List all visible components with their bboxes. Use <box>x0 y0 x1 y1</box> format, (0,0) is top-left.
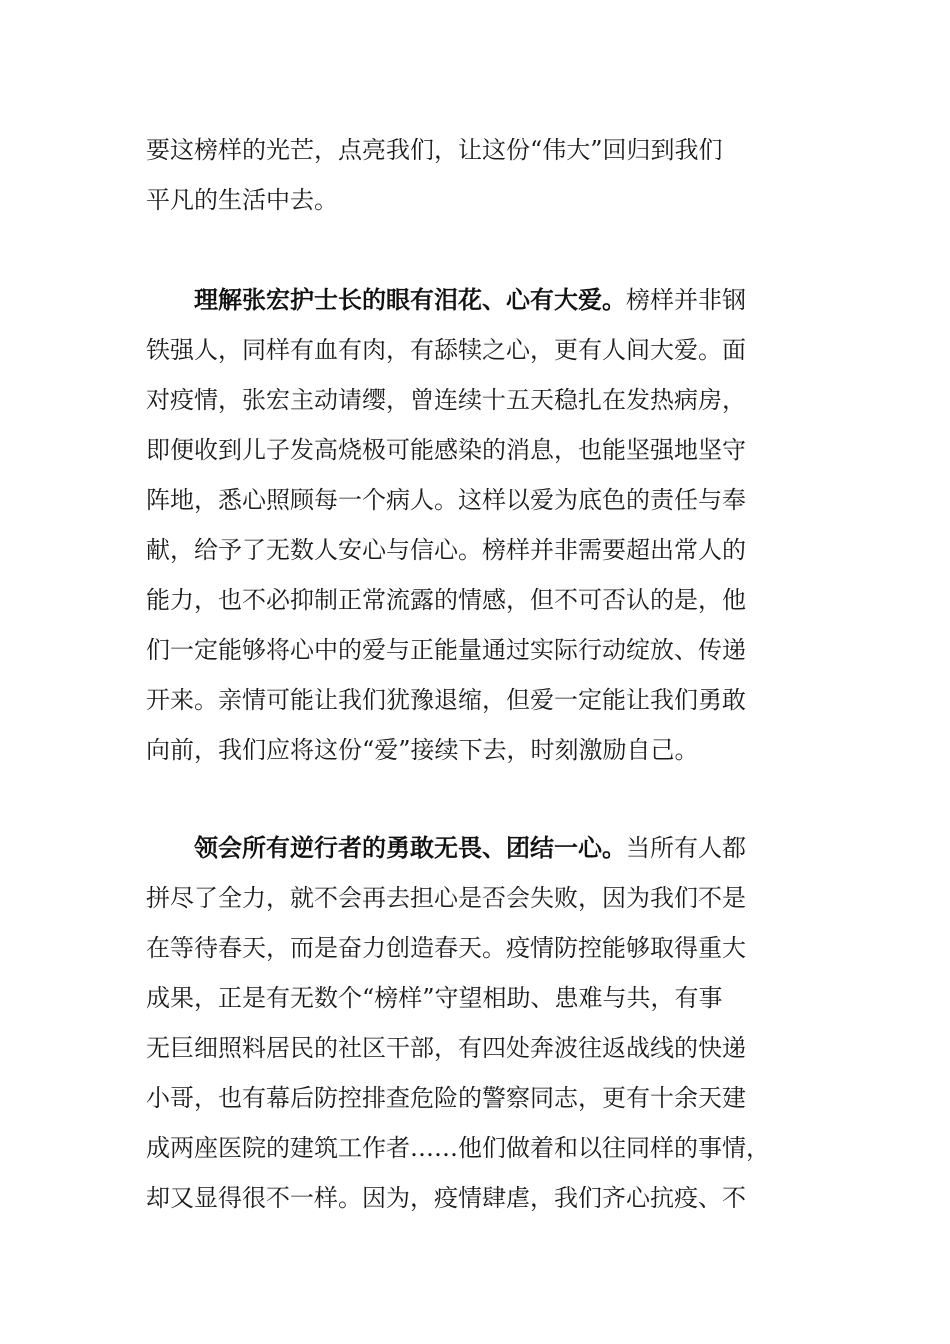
paragraph-line: 在等待春天，而是奋力创造春天。疫情防控能够取得重大 <box>146 934 746 962</box>
paragraph-heading: 理解张宏护士长的眼有泪花、心有大爱。 <box>194 285 626 314</box>
paragraph-heading: 领会所有逆行者的勇敢无畏、团结一心。 <box>194 833 626 862</box>
paragraph-line: 要这榜样的光芒，点亮我们，让这份“伟大”回归到我们 <box>146 136 723 164</box>
paragraph-line: 铁强人，同样有血有肉，有舔犊之心，更有人间大爱。面 <box>146 336 746 364</box>
paragraph-line: 无巨细照料居民的社区干部，有四处奔波往返战线的快递 <box>146 1034 746 1062</box>
paragraph-2 <box>146 275 796 775</box>
paragraph-line: 阵地，悉心照顾每一个病人。这样以爱为底色的责任与奉 <box>146 486 746 514</box>
paragraph-line: 即便收到儿子发高烧极可能感染的消息，也能坚强地坚守 <box>146 436 746 464</box>
paragraph-line: 开来。亲情可能让我们犹豫退缩，但爱一定能让我们勇敢 <box>146 686 746 714</box>
paragraph-text: 榜样并非钢 <box>626 286 746 314</box>
paragraph-line: 拼尽了全力，就不会再去担心是否会失败，因为我们不是 <box>146 884 746 912</box>
paragraph-line: 能力，也不必抑制正常流露的情感，但不可否认的是，他 <box>146 586 746 614</box>
paragraph-line: 却又显得很不一样。因为，疫情肆虐，我们齐心抗疫、不 <box>146 1184 746 1212</box>
paragraph-1 <box>146 125 796 225</box>
paragraph-line: 成果，正是有无数个“榜样”守望相助、患难与共，有事 <box>146 984 723 1012</box>
paragraph-first-line <box>146 823 796 873</box>
paragraph-line: 平凡的生活中去。 <box>146 186 338 214</box>
paragraph-line: 们一定能够将心中的爱与正能量通过实际行动绽放、传递 <box>146 636 746 664</box>
paragraph-line: 小哥，也有幕后防控排查危险的警察同志，更有十余天建 <box>146 1084 746 1112</box>
paragraph-line: 献，给予了无数人安心与信心。榜样并非需要超出常人的 <box>146 536 746 564</box>
paragraph-text: 当所有人都 <box>626 834 746 862</box>
paragraph-line: 对疫情，张宏主动请缨，曾连续十五天稳扎在发热病房， <box>146 386 746 414</box>
paragraph-first-line <box>146 275 796 325</box>
paragraph-line: 向前，我们应将这份“爱”接续下去，时刻激励自己。 <box>146 736 699 764</box>
paragraph-3 <box>146 823 796 1223</box>
paragraph-line: 成两座医院的建筑工作者……他们做着和以往同样的事情， <box>146 1134 770 1162</box>
